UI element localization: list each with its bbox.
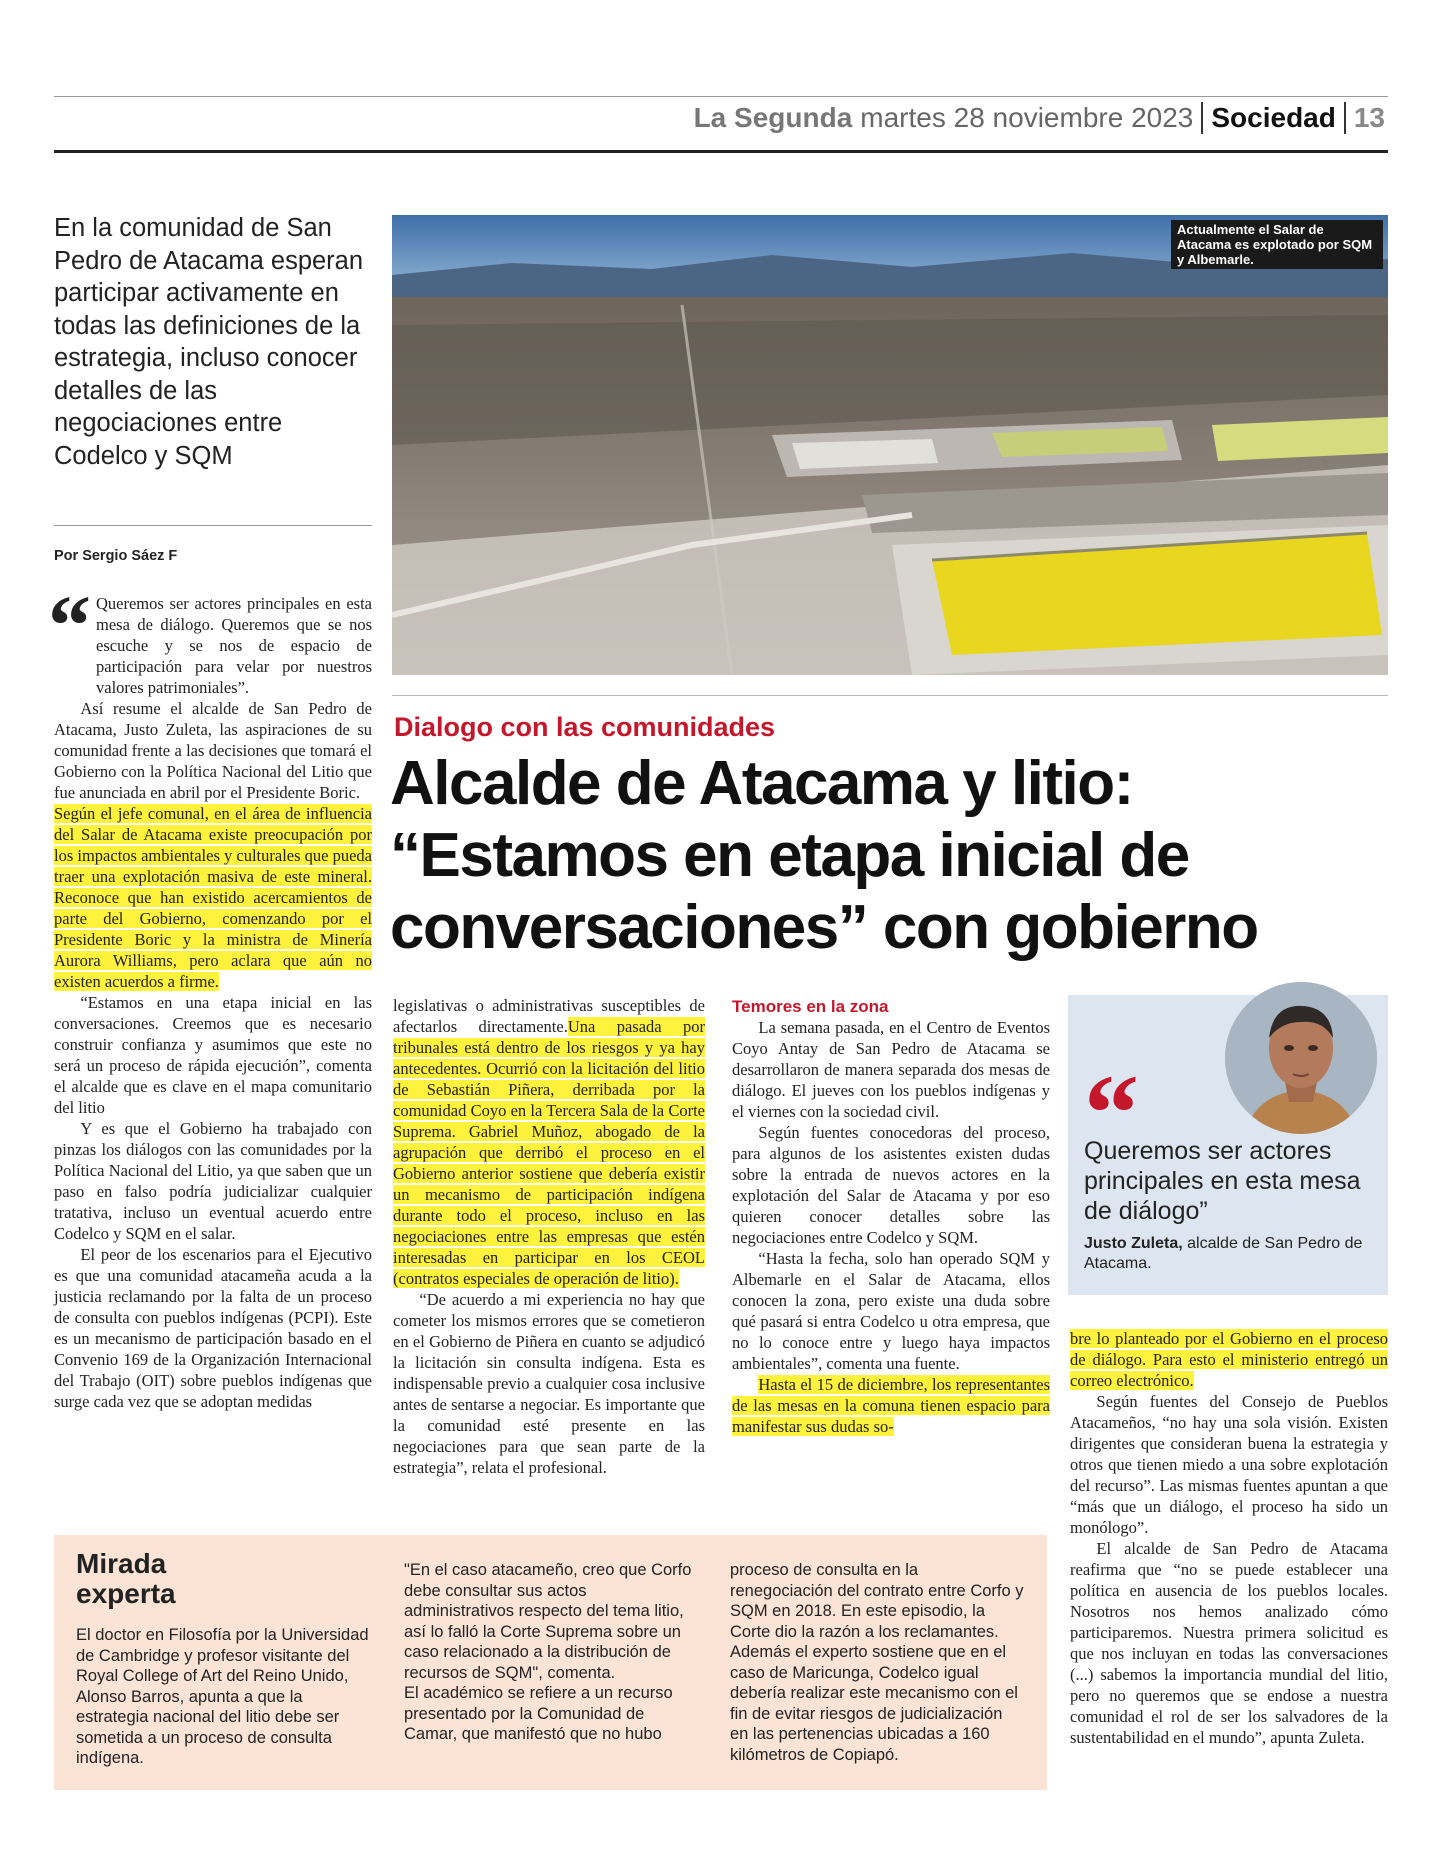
paragraph: “De acuerdo a mi experiencia no hay que cometer los mismos errores que se cometieron en el Gobierno de Piñera en cuanto se adjudicó la licitación sin consulta indígena. Esta es indispensable previo a cualquier cosa inclusive antes de sentarse a negociar. Es importante que la comunidad esté presente en las negociaciones para que sean parte de la estrategia”, relata el profesional. [393, 1290, 705, 1477]
portrait-illustration [1225, 982, 1377, 1134]
summary-deck: En la comunidad de San Pedro de Atacama esperan participar activamente en todas las definiciones de la estrategia, incluso conocer detalles de las negociaciones entre Codelco y SQM [54, 214, 364, 470]
paragraph: Según fuentes del Consejo de Pueblos Atacameños, “no hay una sola visión. Existen dirigentes que consideran buena la estrategia y otros que tienen miedo a una sobre explotación del recurso”. Las mismas fuentes apuntan a que “más que un diálogo, el proceso ha sido un monólogo”. [1070, 1392, 1388, 1537]
subheading: Temores en la zona [732, 997, 889, 1016]
article-column-2 [393, 995, 705, 1478]
paragraph: “Estamos en una etapa inicial en las conversaciones. Creemos que es necesario construir confianza y asumimos que este no será un proceso de rápida ejecución”, comenta el alcalde que es clave en el mapa comunitario del litio [54, 993, 372, 1117]
top-rule [54, 96, 1388, 97]
header-rule [54, 150, 1388, 153]
expert-column-2 [404, 1560, 694, 1745]
pull-quote-mark: “ [1084, 1052, 1139, 1174]
article-column-4 [1070, 1328, 1388, 1748]
paragraph: Queremos ser actores principales en esta mesa de diálogo. Queremos que se nos escuche y se nos de espacio de participación para velar por nuestros valores patrimoniales”. [96, 594, 372, 697]
paragraph: La semana pasada, en el Centro de Eventos Coyo Antay de San Pedro de Atacama se desarrollaron de manera separada dos mesas de diálogo. El jueves con los pueblos indígenas y el viernes con la sociedad civil. [732, 1018, 1050, 1121]
expert-box-title [76, 1549, 176, 1609]
kicker: Dialogo con las comunidades [394, 712, 776, 742]
paragraph: Y es que el Gobierno ha trabajado con pinzas los diálogos con las comunidades por la Política Nacional del Litio, ya que saben que un paso en falso podría judicializar cualquier tratativa, incluso un eventual acuerdo entre Codelco y SQM en el salar. [54, 1119, 372, 1243]
paragraph: El peor de los escenarios para el Ejecutivo es que una comunidad atacameña acuda a la justicia reclamando por la falta de un proceso de consulta con pueblos indígenas (PCPI). Este es un mecanismo de participación basado en el Convenio 169 de la Organización Internacional del Trabajo (OIT) sobre pueblos indígenas que surge cada vez que se adoptan medidas [54, 1245, 372, 1411]
expert-paragraph: El académico se refiere a un recurso presentado por la Comunidad de Camar, que manifestó que no hubo [404, 1684, 673, 1743]
brand-name: La Segunda [693, 102, 853, 133]
portrait-photo [1225, 982, 1377, 1134]
headline: Alcalde de Atacama y litio: “Estamos en etapa inicial de conversaciones” con gobierno [390, 749, 1258, 962]
byline: Por Sergio Sáez F [54, 548, 178, 564]
issue-date: martes 28 noviembre 2023 [860, 102, 1194, 133]
masthead-separator [1344, 102, 1346, 134]
highlighted-paragraph: Hasta el 15 de diciembre, los representantes de las mesas en la comuna tienen espacio para manifestar sus dudas so- [732, 1375, 1050, 1436]
highlighted-paragraph: bre lo planteado por el Gobierno en el proceso de diálogo. Para esto el ministerio entregó un correo electrónico. [1070, 1329, 1388, 1390]
opening-quote-mark: “ [48, 577, 91, 673]
article-column-1 [54, 593, 372, 1412]
expert-paragraph: "En el caso atacameño, creo que Corfo debe consultar sus actos administrativos respecto del tema litio, así lo falló la Corte Suprema sobre un caso relacionado a la distribución de recursos de SQM", comenta. [404, 1561, 692, 1682]
salar-aerial-illustration [392, 215, 1388, 675]
masthead-separator [1201, 102, 1203, 134]
expert-title-line: Mirada [76, 1548, 167, 1579]
pull-quote-text: Queremos ser actores principales en esta mesa de diálogo” [1084, 1137, 1361, 1225]
section-name: Sociedad [1211, 102, 1336, 133]
highlighted-paragraph: Según el jefe comunal, en el área de influencia del Salar de Atacama existe preocupación por los impactos ambientales y culturales que pueda traer una explotación masiva de este mineral. Reconoce que han existido acercamientos de parte del Gobierno, comenzando por el Presidente Boric y la ministra de Minería Aurora Williams, pero aclara que aún no existen acuerdos a firme. [54, 804, 372, 991]
expert-column-1: El doctor en Filosofía por la Universidad de Cambridge y profesor visitante del Royal College of Art del Reino Unido, Alonso Barros, apunta a que la estrategia nacional del litio debe ser sometida a un proceso de consulta indígena. [76, 1626, 369, 1767]
paragraph-continuation: legislativas o administrativas susceptibles de afectarlos directamente. [393, 996, 705, 1036]
expert-column-3: proceso de consulta en la renegociación del contrato entre Corfo y SQM en 2018. En este episodio, la Corte dio la razón a los reclamantes. Además el experto sostiene que en el caso de Maricunga, Codelco igual debería realizar este mecanismo con el fin de evitar riesgos de judicialización en las pertenencias ubicadas a 160 kilómetros de Copiapó. [730, 1561, 1024, 1764]
paragraph: Según fuentes conocedoras del proceso, para algunos de los asistentes existen dudas sobre la entrada de nuevos actores en la explotación del Salar de Atacama y por eso quieren conocer detalles sobre las negociaciones entre Codelco y SQM. [732, 1123, 1050, 1247]
highlighted-paragraph: Una pasada por tribunales está dentro de los riesgos y ya hay antecedentes. Ocurrió con la licitación del litio de Sebastián Piñera, derribada por la comunidad Coyo en la Tercera Sala de la Corte Suprema. Gabriel Muñoz, abogado de la agrupación que derribó el proceso en el Gobierno anterior sostiene que debería existir un mecanismo de participación indígena durante todo el proceso, incluso en las negociaciones entre las empresas que estén interesadas en participar en los CEOL (contratos especiales de operación de litio). [393, 1017, 705, 1288]
photo-caption: Actualmente el Salar de Atacama es explotado por SQM y Albemarle. [1171, 220, 1383, 269]
quote-speaker-role: alcalde de San Pedro de Atacama. [1084, 1235, 1363, 1272]
photo-rule [392, 695, 1388, 696]
summary-rule [54, 525, 372, 526]
article-column-3 [732, 1017, 1050, 1437]
paragraph: “Hasta la fecha, solo han operado SQM y Albemarle en el Salar de Atacama, ellos conocen la zona, pero existe una duda sobre qué pasará si entra Codelco u otra empresa, que no lo conoce entre y luego haya impactos ambientales”, comenta una fuente. [732, 1249, 1050, 1373]
salar-photo [392, 215, 1388, 675]
quote-speaker: Justo Zuleta, [1084, 1235, 1183, 1252]
pull-quote-attribution [1084, 1234, 1384, 1274]
masthead [694, 98, 1385, 138]
paragraph: Así resume el alcalde de San Pedro de Atacama, Justo Zuleta, las aspiraciones de su comunidad frente a las decisiones que tomará el Gobierno con la Política Nacional del Litio que fue anunciada en abril por el Presidente Boric. [54, 699, 372, 802]
page-number: 13 [1353, 102, 1385, 133]
expert-title-line: experta [76, 1578, 176, 1609]
paragraph: El alcalde de San Pedro de Atacama reafirma que “no se puede establecer una política en ausencia de los pueblos locales. Nosotros nos hemos analizado cómo participaremos. Nuestra primera solicitud es que nos incluyan en todas las conversaciones (...) sabemos la importancia mundial del litio, pero no queremos que se endose a nuestra comunidad el rol de ser los salvadores de la sustentabilidad en el mundo”, apunta Zuleta. [1070, 1539, 1388, 1747]
